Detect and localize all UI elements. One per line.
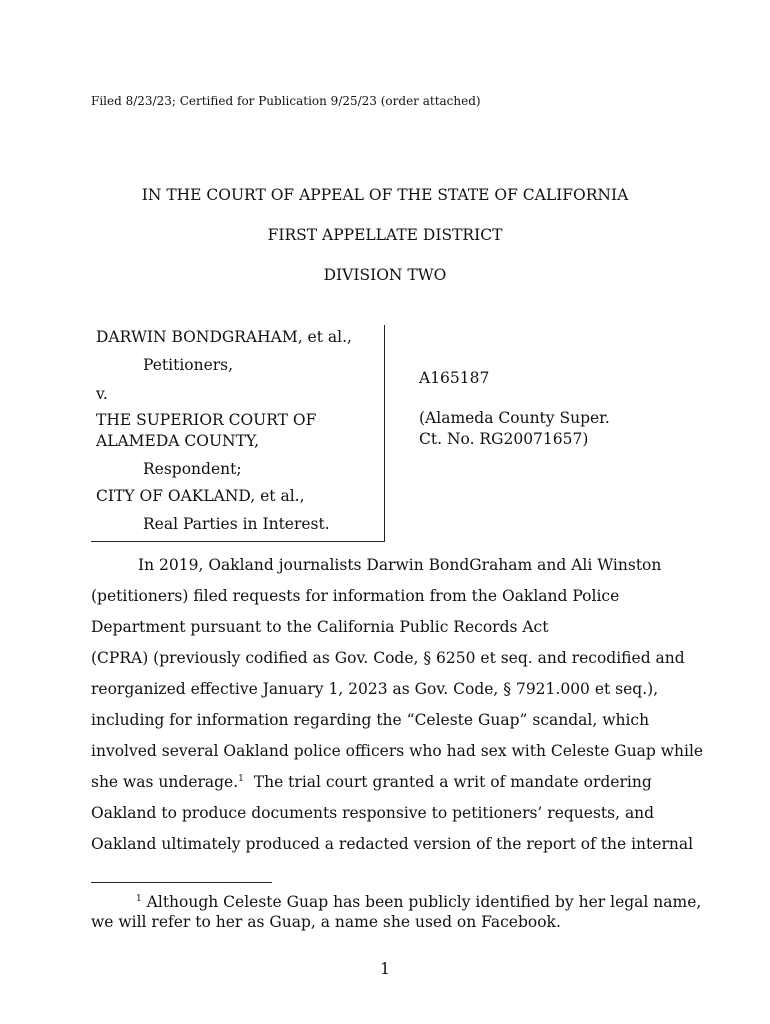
body-line: Oakland ultimately produced a redacted version of the report of the internal: [91, 835, 694, 853]
body-line: (CPRA) (previously codified as Gov. Code, § 6250 et seq. and recodified and: [91, 649, 685, 667]
case-number: A165187: [419, 369, 490, 387]
footnote-marker: 1: [136, 894, 142, 904]
division: DIVISION TWO: [323, 266, 447, 284]
body-line-text: she was underage.: [91, 773, 239, 791]
footnote-line1: [136, 893, 701, 911]
body-line: Oakland to produce documents responsive to petitioners’ requests, and: [91, 804, 655, 822]
real-party-role: Real Parties in Interest.: [143, 515, 330, 533]
petitioner-name: DARWIN BONDGRAHAM, et al.,: [96, 328, 352, 346]
respondent-role: Respondent;: [143, 460, 242, 478]
footnote-line2: we will refer to her as Guap, a name she used on Facebook.: [91, 913, 561, 931]
filed-note: Filed 8/23/23; Certified for Publication 9/25/23 (order attached): [91, 94, 481, 108]
court-name: IN THE COURT OF APPEAL OF THE STATE OF CALIFORNIA: [141, 186, 629, 204]
body-line: In 2019, Oakland journalists Darwin BondGraham and Ali Winston: [138, 556, 662, 574]
petitioner-role: Petitioners,: [143, 356, 234, 374]
body-line: [91, 773, 652, 791]
body-line: (petitioners) filed requests for information from the Oakland Police: [91, 587, 620, 605]
footnote-separator: [91, 882, 272, 883]
footnote-reference[interactable]: 1: [238, 774, 244, 784]
versus: v.: [96, 385, 108, 403]
footnote-text: Although Celeste Guap has been publicly identified by her legal name,: [146, 893, 702, 911]
body-line: including for information regarding the “Celeste Guap” scandal, which: [91, 711, 650, 729]
body-line-text: The trial court granted a writ of mandate ordering: [253, 773, 652, 791]
lower-court-number-line2: Ct. No. RG20071657): [419, 430, 589, 448]
lower-court-number-line1: (Alameda County Super.: [419, 409, 610, 427]
caption-divider-vertical: [384, 325, 385, 542]
caption-divider-horizontal: [91, 541, 385, 542]
respondent-name-line2: ALAMEDA COUNTY,: [96, 432, 260, 450]
page-number: 1: [380, 960, 390, 978]
real-party-name: CITY OF OAKLAND, et al.,: [96, 487, 305, 505]
appellate-district: FIRST APPELLATE DISTRICT: [267, 226, 503, 244]
body-line: involved several Oakland police officers who had sex with Celeste Guap while: [91, 742, 704, 760]
respondent-name-line1: THE SUPERIOR COURT OF: [96, 411, 317, 429]
body-line: Department pursuant to the California Public Records Act: [91, 618, 549, 636]
body-line: reorganized effective January 1, 2023 as Gov. Code, § 7921.000 et seq.),: [91, 680, 659, 698]
